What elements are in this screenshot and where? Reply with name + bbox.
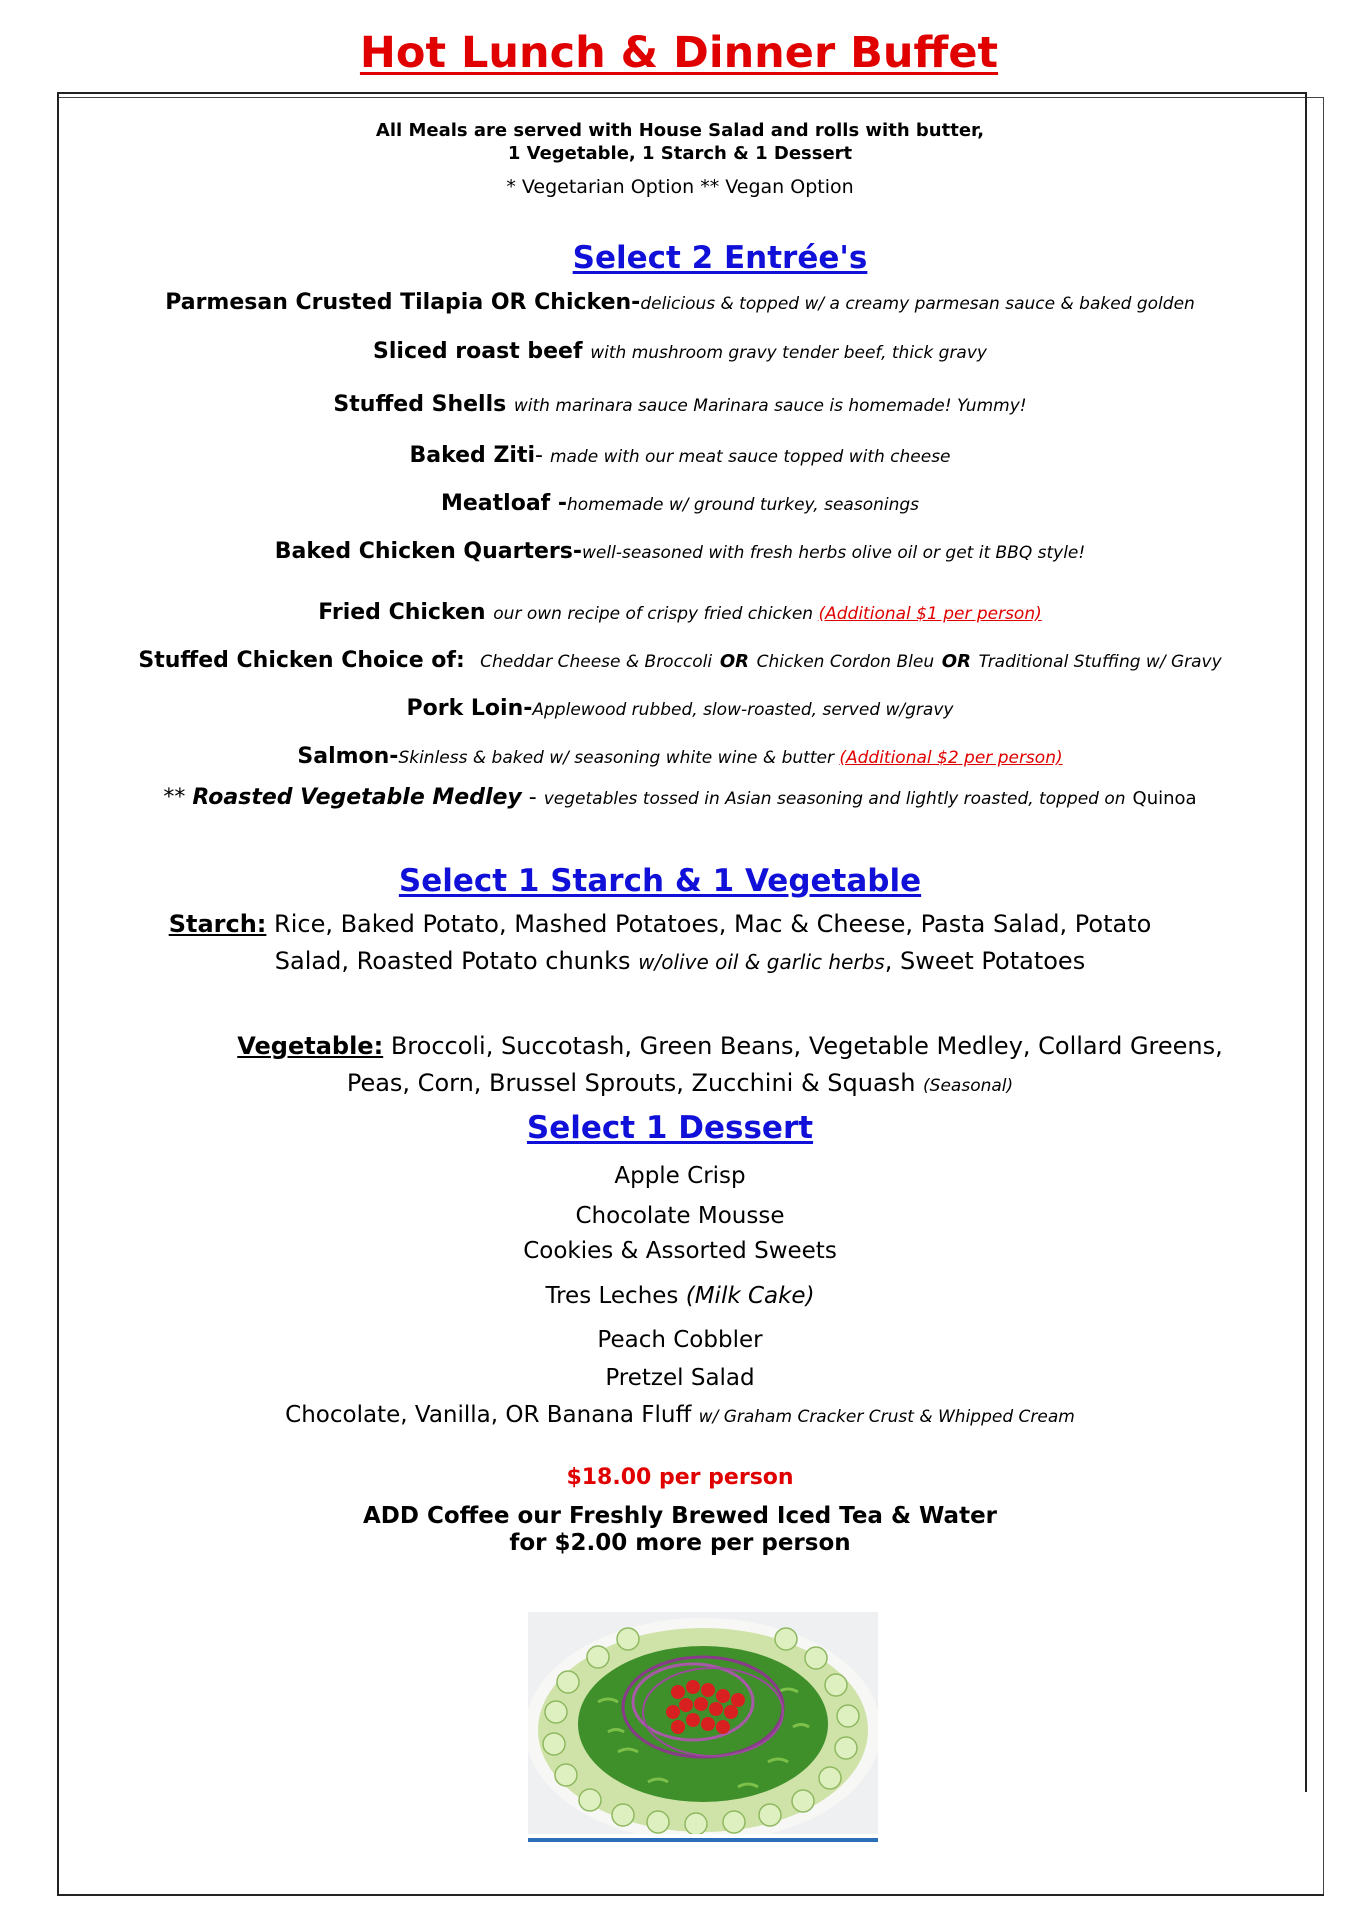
entree-item: [60, 600, 1300, 625]
entree-desc: our own recipe of crispy fried chicken: [493, 604, 819, 624]
frame-border-top-inner: [57, 97, 1324, 98]
entree-item: Parmesan Crusted Tilapia OR Chicken-delicious & topped w/ a creamy parmesan sauce & baked golden: [165, 290, 1195, 315]
entree-name: Pork Loin-: [406, 696, 533, 721]
frame-border-right: [1305, 92, 1307, 1792]
entree-name: Sliced roast beef: [373, 339, 583, 364]
entree-name: Stuffed Shells: [333, 392, 507, 417]
salad-photo: [528, 1612, 878, 1834]
entree-name: Fried Chicken: [318, 600, 486, 625]
entree-desc: delicious & topped w/ a creamy parmesan sauce & baked golden: [640, 294, 1195, 314]
entree-desc: with mushroom gravy tender beef, thick gravy: [590, 343, 987, 363]
vegetable-line-2: Peas, Corn, Brussel Sprouts, Zucchini & Squash (Seasonal): [346, 1069, 1014, 1097]
beverage-addon-line-2: for $2.00 more per person: [509, 1530, 851, 1556]
entree-item: Baked Ziti- made with our meat sauce topped with cheese: [409, 443, 951, 468]
entree-desc: vegetables tossed in Asian seasoning and lightly roasted, topped on: [543, 789, 1126, 809]
entree-name: Baked Chicken Quarters: [274, 539, 573, 564]
entree-name: Baked Ziti: [409, 443, 536, 468]
dessert-item: Chocolate, Vanilla, OR Banana Fluff w/ Graham Cracker Crust & Whipped Cream: [285, 1402, 1075, 1428]
vegetable-label: Vegetable:: [237, 1032, 384, 1060]
entree-item-stuffed-chicken: Stuffed Chicken Choice of: Cheddar Cheese & Broccoli OR Chicken Cordon Bleu OR Traditional Stuffing w/ Gravy: [138, 648, 1222, 673]
frame-border-bottom: [57, 1894, 1324, 1896]
starch-line-2: Salad, Roasted Potato chunks w/olive oil & garlic herbs, Sweet Potatoes: [274, 947, 1086, 975]
sides-heading: Select 1 Starch & 1 Vegetable: [398, 863, 922, 899]
entree-item: [60, 696, 1300, 721]
frame-border-top: [57, 92, 1305, 94]
starch-label: Starch:: [168, 910, 267, 938]
entree-desc: made with our meat sauce topped with cheese: [549, 447, 951, 467]
dietary-options-note: * Vegetarian Option ** Vegan Option: [506, 176, 854, 198]
entree-item-vegan: ** Roasted Vegetable Medley - vegetables tossed in Asian seasoning and lightly roasted, topped on Quinoa: [163, 785, 1197, 810]
price-per-person: $18.00 per person: [566, 1465, 794, 1490]
dessert-item: Cookies & Assorted Sweets: [523, 1238, 837, 1264]
entree-desc: well-seasoned with fresh herbs olive oil or get it BBQ style!: [582, 543, 1086, 563]
entree-item: [60, 339, 1300, 364]
dessert-item: Tres Leches (Milk Cake): [545, 1283, 815, 1309]
entree-item: Baked Chicken Quarters-well-seasoned with fresh herbs olive oil or get it BBQ style!: [274, 539, 1086, 564]
vegetable-line-1: Vegetable: Broccoli, Succotash, Green Beans, Vegetable Medley, Collard Greens,: [237, 1032, 1223, 1060]
entree-name: Meatloaf: [440, 491, 551, 516]
dessert-item: Chocolate Mousse: [575, 1203, 785, 1229]
entree-name: Stuffed Chicken Choice of:: [138, 648, 465, 673]
intro-line-1: All Meals are served with House Salad and rolls with butter,: [375, 120, 985, 141]
starch-line-1: Starch: Rice, Baked Potato, Mashed Potatoes, Mac & Cheese, Pasta Salad, Potato: [168, 910, 1152, 938]
entree-item: [60, 744, 1300, 769]
entree-desc: homemade w/ ground turkey, seasonings: [567, 495, 920, 515]
page-title: Hot Lunch & Dinner Buffet: [359, 28, 999, 78]
entree-name: Salmon-: [297, 744, 399, 769]
entree-name: Roasted Vegetable Medley: [192, 785, 522, 810]
dessert-item: Peach Cobbler: [597, 1327, 763, 1353]
dessert-heading: Select 1 Dessert: [526, 1110, 814, 1146]
frame-border-left: [57, 92, 59, 1894]
entrees-heading: Select 2 Entrée's: [572, 240, 868, 276]
entree-item: Meatloaf -homemade w/ ground turkey, seasonings: [440, 491, 920, 516]
entree-desc: with marinara sauce Marinara sauce is homemade! Yummy!: [513, 396, 1027, 416]
entree-name: Parmesan Crusted Tilapia OR Chicken: [165, 290, 632, 315]
dessert-item: Pretzel Salad: [605, 1365, 755, 1391]
entree-item: [60, 392, 1300, 417]
beverage-addon-line-1: ADD Coffee our Freshly Brewed Iced Tea & Water: [362, 1503, 998, 1529]
entree-desc: Skinless & baked w/ seasoning white wine & butter: [398, 748, 840, 768]
photo-underline: [528, 1838, 878, 1842]
additional-cost-note: (Additional $2 per person): [839, 748, 1063, 768]
additional-cost-note: (Additional $1 per person): [818, 604, 1042, 624]
frame-border-right-outer: [1323, 97, 1324, 1894]
dessert-item: Apple Crisp: [614, 1163, 746, 1189]
intro-line-2: 1 Vegetable, 1 Starch & 1 Dessert: [507, 143, 853, 164]
entree-desc: Applewood rubbed, slow-roasted, served w/gravy: [532, 700, 954, 720]
